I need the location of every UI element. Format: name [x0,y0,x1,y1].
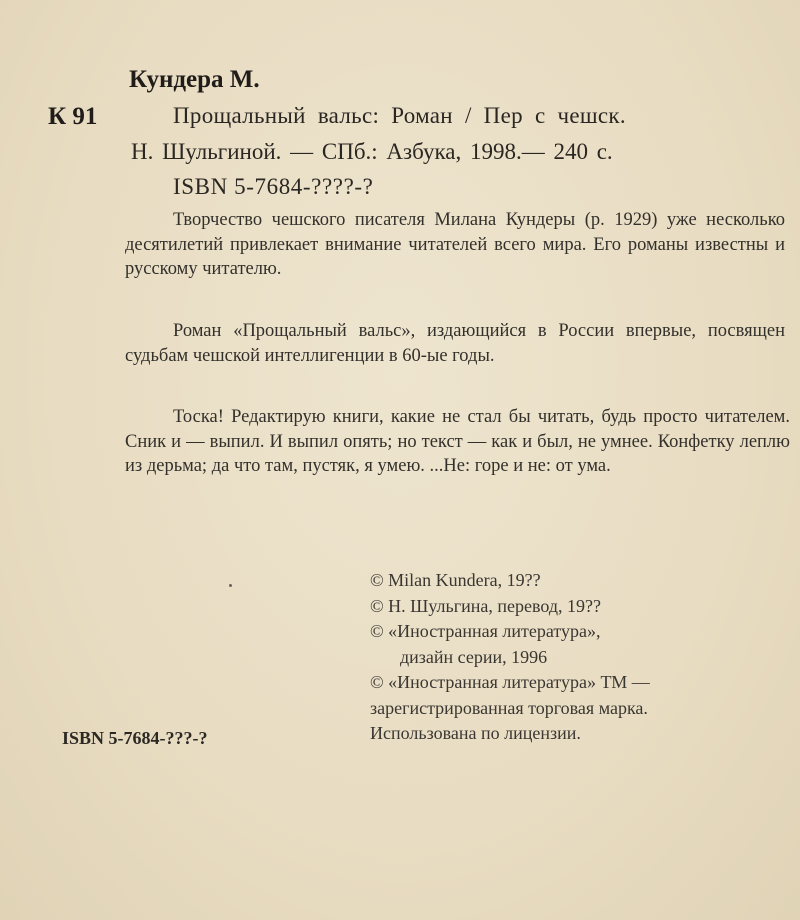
print-speck [229,584,232,587]
copyright-line: © Н. Шульгина, перевод, 19?? [370,595,601,616]
bibliographic-publisher-line: Н. Шульгиной. — СПб.: Азбука, 1998.— 240 с. [131,139,613,164]
copyright-line: Использована по лицензии. [370,723,581,743]
catalog-index: К 91 [48,103,98,130]
bibliographic-isbn-line: ISBN 5-7684-????-? [173,174,374,199]
copyright-line: © «Иностранная литература», [370,621,601,641]
epigraph-paragraph: Тоска! Редактирую книги, какие не стал бы читать, будь просто читателем. Сник и — выпил. И выпил опять; но текст — как и был, не умнее. Конфетку леплю из дерьма; да что там, пустяк, я умею. ...Не: горе и не: от ума. [125,407,790,476]
copyright-line: зарегистрированная торговая марка. [370,697,648,718]
copyright-line: © Milan Kundera, 19?? [370,570,541,590]
author-name: Кундера М. [129,66,260,93]
annotation-paragraph: Роман «Прощальный вальс», издающийся в России впервые, посвящен судьбам чешской интеллигенции в 60-ые годы. [125,321,785,366]
annotation-paragraph: Творчество чешского писателя Милана Кундеры (р. 1929) уже несколько десятилетий привлекает внимание читателей всего мира. Его романы известны и русскому читателю. [125,210,785,279]
copyright-line: дизайн серии, 1996 [400,646,548,667]
bibliographic-title-line: Прощальный вальс: Роман / Пер с чешск. [173,103,626,128]
copyright-line: © «Иностранная литература» ТМ — [370,672,650,692]
footer-isbn: ISBN 5-7684-???-? [62,728,208,748]
copyright-block [370,568,790,747]
